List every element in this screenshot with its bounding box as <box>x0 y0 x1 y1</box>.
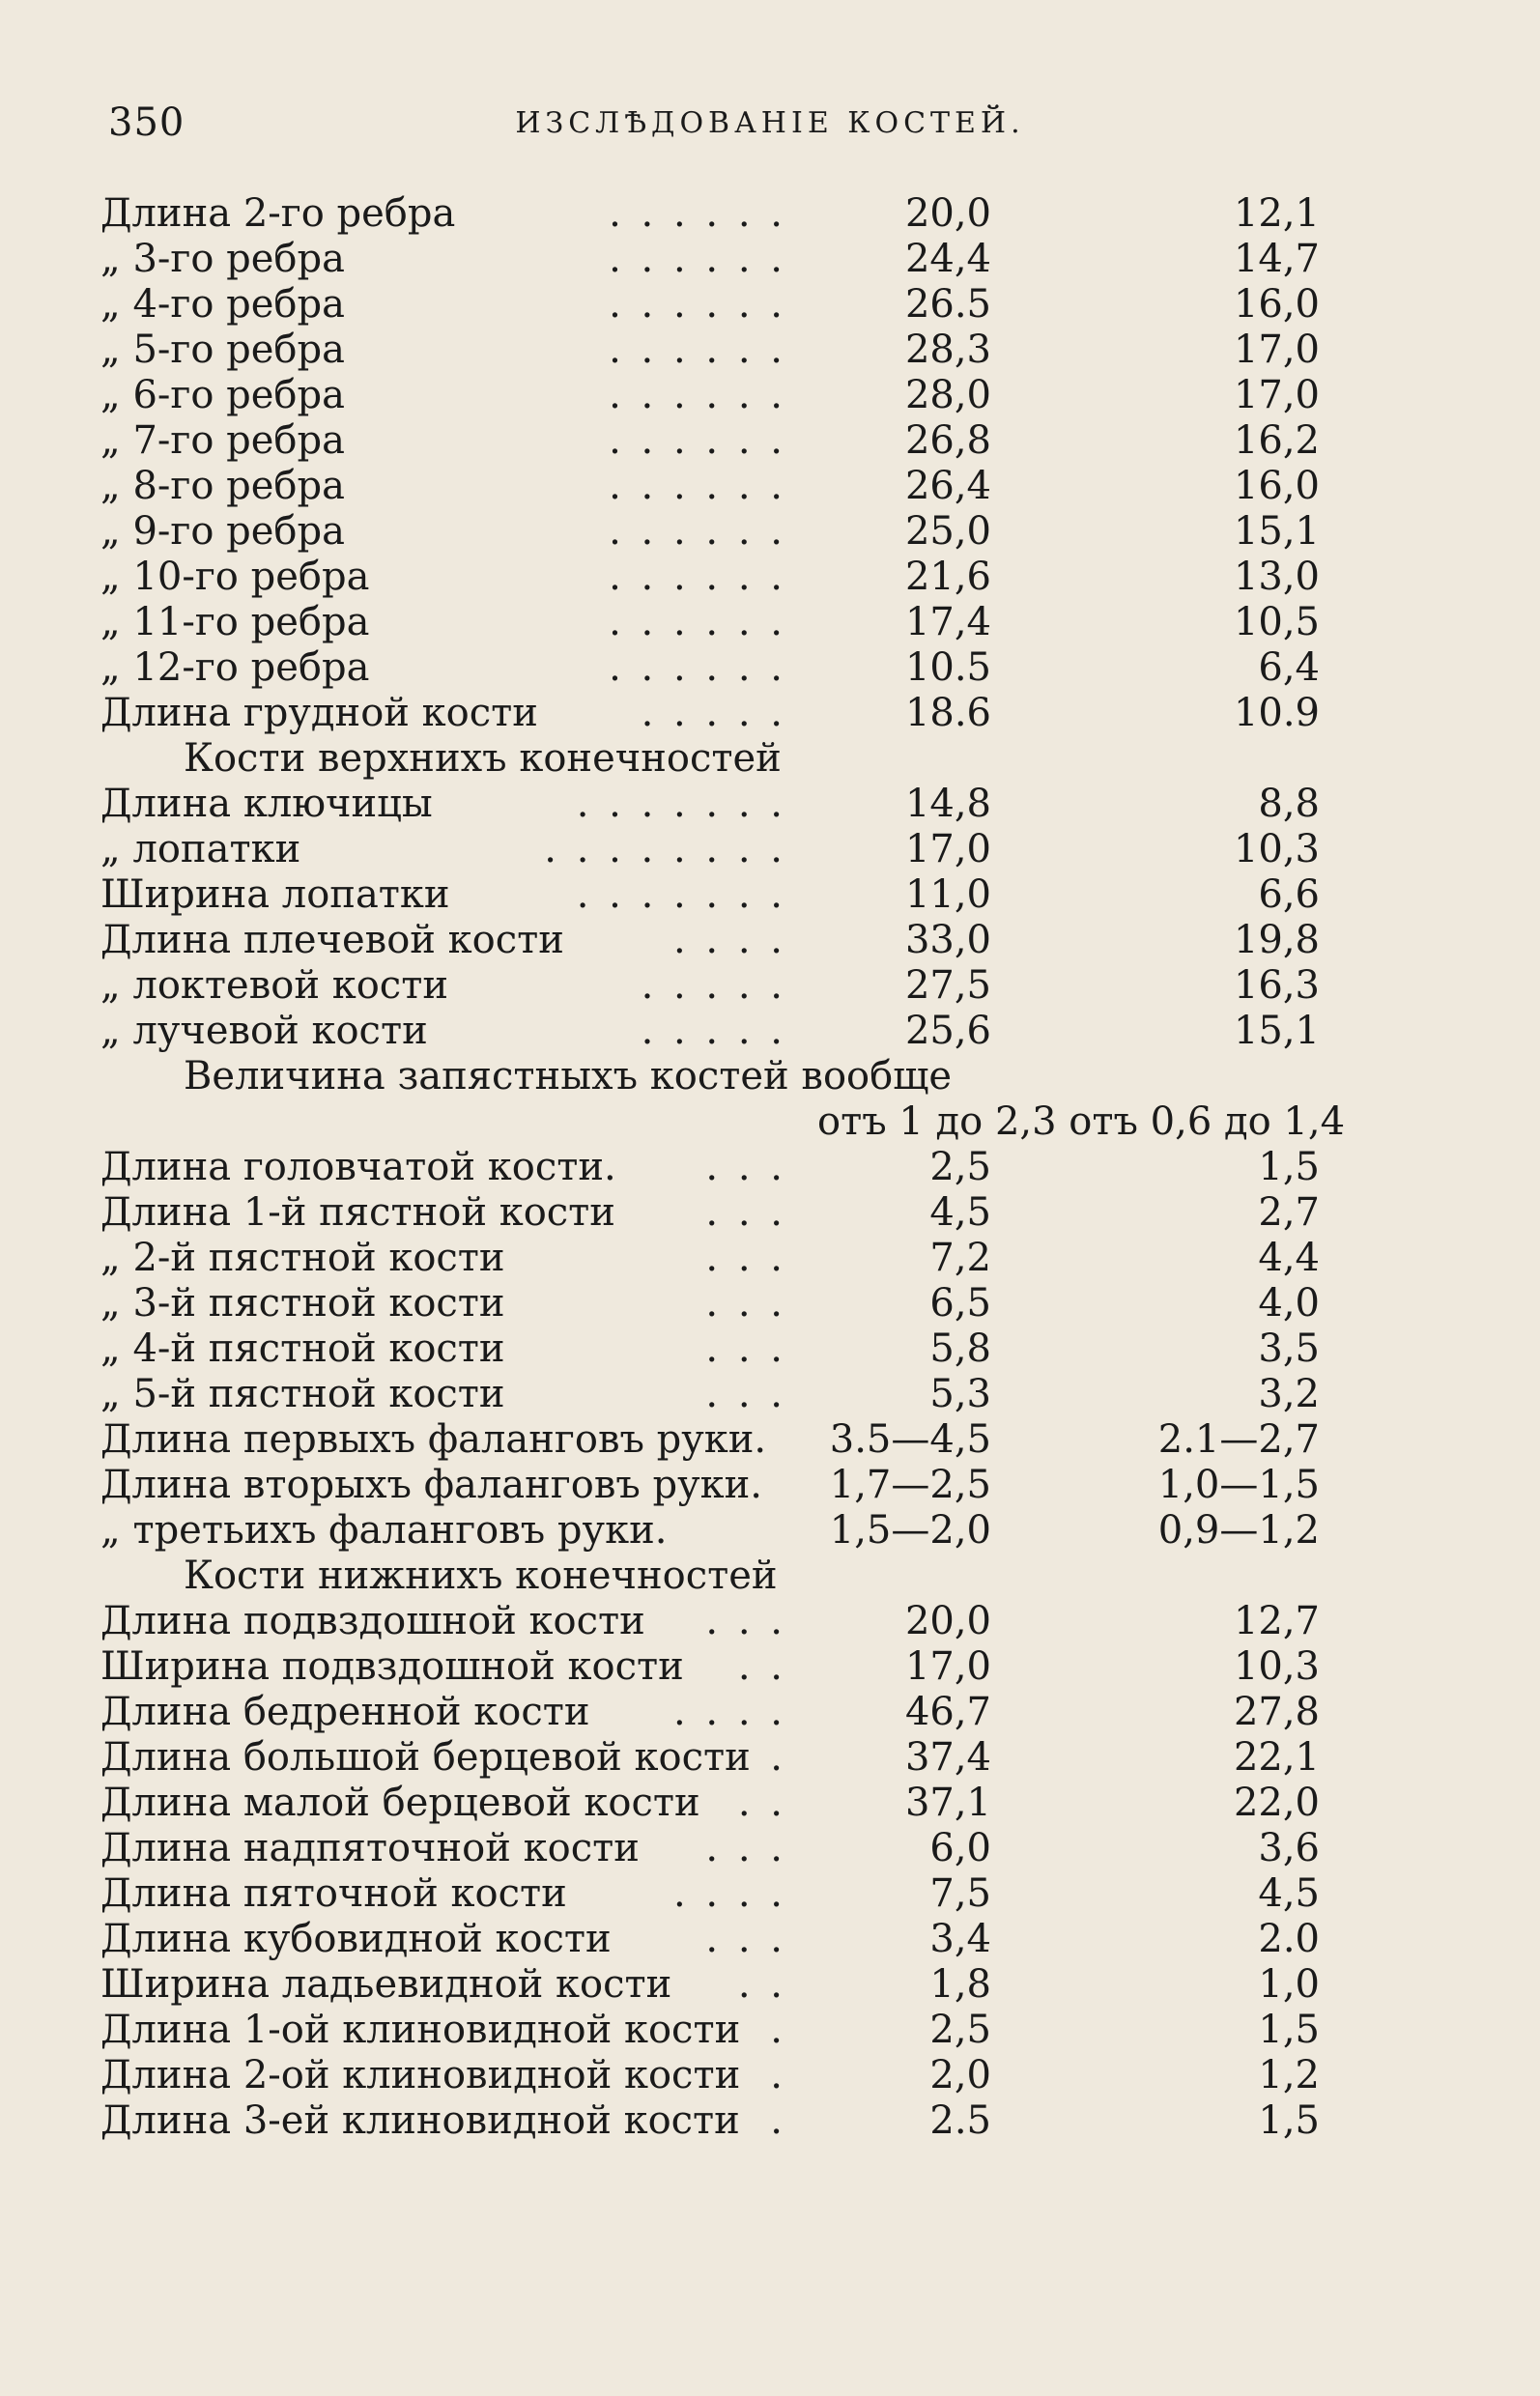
table-row <box>0 1508 1540 1554</box>
table-row <box>0 464 1540 509</box>
value-col-1: 14,8 <box>904 782 991 826</box>
row-label: „ 4-й пястной кости <box>100 1326 505 1371</box>
table-row <box>0 1372 1540 1417</box>
value-col-1: 7,2 <box>929 1236 991 1280</box>
value-col-1: 5,8 <box>929 1326 991 1371</box>
value-col-2: 1,5 <box>1258 1145 1320 1189</box>
row-label: „ 3-го ребра <box>100 237 345 281</box>
table-row <box>0 1463 1540 1508</box>
row-label: Ширина ладьевидной кости <box>100 1962 672 2007</box>
row-label: „ лопатки <box>100 827 301 871</box>
row-label: „ 12-го ребра <box>100 645 370 690</box>
table-row <box>0 1962 1540 2008</box>
value-col-2: 1,5 <box>1258 2098 1320 2143</box>
table-row <box>0 1735 1540 1781</box>
value-col-1: 2,5 <box>929 1145 991 1189</box>
value-col-2: 16,3 <box>1233 963 1320 1008</box>
table-row <box>0 827 1540 872</box>
row-label: „ 11-го ребра <box>100 600 370 644</box>
table-row <box>0 1417 1540 1463</box>
section-heading <box>0 1054 1540 1099</box>
value-col-2: 2.1—2,7 <box>1157 1417 1320 1462</box>
dot-leader: . . . . . . <box>609 509 786 554</box>
table-row <box>0 872 1540 918</box>
value-col-1: 18.6 <box>904 691 991 735</box>
table-row <box>0 918 1540 963</box>
value-col-1: 33,0 <box>904 918 991 962</box>
value-col-2: 16,0 <box>1233 464 1320 508</box>
table-row <box>0 2053 1540 2098</box>
table-row <box>0 418 1540 464</box>
value-col-1: 26,4 <box>904 464 991 508</box>
value-col-2: 4,0 <box>1258 1281 1320 1326</box>
table-row <box>0 963 1540 1009</box>
dot-leader: . . . . <box>672 918 786 962</box>
value-col-2: 2,7 <box>1258 1190 1320 1235</box>
dot-leader: . . <box>737 1962 786 2007</box>
dot-leader: . . <box>737 1644 786 1689</box>
value-col-2: 6,6 <box>1258 872 1320 917</box>
table-row <box>0 237 1540 282</box>
section-title: Кости нижнихъ конечностей <box>184 1554 778 1598</box>
value-col-2: 1,2 <box>1258 2053 1320 2097</box>
table-row <box>0 1190 1540 1236</box>
value-col-1: 4,5 <box>929 1190 991 1235</box>
value-col-2: 6,4 <box>1258 645 1320 690</box>
table-row <box>0 509 1540 555</box>
value-col-1: 28,0 <box>904 373 991 417</box>
row-label: Длина подвздошной кости <box>100 1599 645 1643</box>
value-col-2: 22,0 <box>1233 1781 1320 1825</box>
value-col-1: 3.5—4,5 <box>829 1417 991 1462</box>
table-row <box>0 1644 1540 1690</box>
value-col-1: 10.5 <box>904 645 991 690</box>
value-col-2: 4,4 <box>1258 1236 1320 1280</box>
table-row <box>0 1690 1540 1735</box>
row-label: „ 5-й пястной кости <box>100 1372 505 1416</box>
value-col-1: 37,4 <box>904 1735 991 1780</box>
row-label: Длина 2-ой клиновидной кости <box>100 2053 741 2097</box>
value-col-2: 15,1 <box>1233 1009 1320 1053</box>
value-col-1: 20,0 <box>904 1599 991 1643</box>
value-col-2: 22,1 <box>1233 1735 1320 1780</box>
value-col-1: 7,5 <box>929 1871 991 1916</box>
dot-leader: . . . . . . <box>609 328 786 372</box>
dot-leader: . . . . . . <box>609 237 786 281</box>
row-label: „ 9-го ребра <box>100 509 345 554</box>
dot-leader: . <box>770 2053 786 2097</box>
row-label: „ 2-й пястной кости <box>100 1236 505 1280</box>
value-col-2: 27,8 <box>1233 1690 1320 1734</box>
dot-leader: . . . <box>705 1190 786 1235</box>
table-row <box>0 1871 1540 1917</box>
row-label: „ лучевой кости <box>100 1009 428 1053</box>
table-row <box>0 1009 1540 1054</box>
row-label: Длина 1-ой клиновидной кости <box>100 2008 741 2052</box>
table-row <box>0 555 1540 600</box>
table-row <box>0 691 1540 736</box>
table-row <box>0 328 1540 373</box>
dot-leader: . <box>770 2008 786 2052</box>
row-label: „ 10-го ребра <box>100 555 370 599</box>
table-row <box>0 1917 1540 1962</box>
value-col-1: 2,5 <box>929 2008 991 2052</box>
dot-leader: . . . . . . <box>609 191 786 236</box>
table-row <box>0 2008 1540 2053</box>
row-label: „ локтевой кости <box>100 963 448 1008</box>
table-row <box>0 1826 1540 1871</box>
table-row <box>0 1599 1540 1644</box>
value-col-2: 3,5 <box>1258 1326 1320 1371</box>
value-col-2: 17,0 <box>1233 373 1320 417</box>
value-col-1: 26,8 <box>904 418 991 463</box>
value-col-2: 1,0—1,5 <box>1157 1463 1320 1507</box>
row-label: Длина вторыхъ фаланговъ руки. <box>100 1463 763 1507</box>
value-col-1: 11,0 <box>904 872 991 917</box>
value-col-2: 10.9 <box>1233 691 1320 735</box>
dot-leader: . . . . . <box>641 1009 786 1053</box>
row-label: Ширина лопатки <box>100 872 450 917</box>
row-label: Длина ключицы <box>100 782 433 826</box>
dot-leader: . <box>770 2098 786 2143</box>
value-col-1: 28,3 <box>904 328 991 372</box>
row-label: Длина головчатой кости. <box>100 1145 616 1189</box>
value-col-2: 10,5 <box>1233 600 1320 644</box>
dot-leader: . . . . . . . <box>576 872 786 917</box>
value-col-2: 13,0 <box>1233 555 1320 599</box>
row-label: Длина 1-й пястной кости <box>100 1190 615 1235</box>
row-label: „ 3-й пястной кости <box>100 1281 505 1326</box>
page-number: 350 <box>108 100 185 145</box>
value-col-2: 12,1 <box>1233 191 1320 236</box>
section-heading <box>0 1554 1540 1599</box>
value-col-1: 25,6 <box>904 1009 991 1053</box>
value-col-2: 19,8 <box>1233 918 1320 962</box>
value-col-1: 1,5—2,0 <box>829 1508 991 1553</box>
value-col-2: 8,8 <box>1258 782 1320 826</box>
row-label: Длина первыхъ фаланговъ руки. <box>100 1417 767 1462</box>
dot-leader: . . . <box>705 1372 786 1416</box>
value-col-1: 27,5 <box>904 963 991 1008</box>
value-col-2: 1,0 <box>1258 1962 1320 2007</box>
dot-leader: . . . <box>705 1326 786 1371</box>
table-row <box>0 191 1540 237</box>
section-title: Кости верхнихъ конечностей <box>184 736 782 781</box>
value-col-1: 2.5 <box>929 2098 991 2143</box>
value-col-2: 1,5 <box>1258 2008 1320 2052</box>
row-label: Длина большой берцевой кости <box>100 1735 751 1780</box>
dot-leader: . . . . . . . <box>576 782 786 826</box>
value-col-1: 3,4 <box>929 1917 991 1961</box>
value-col-1: 6,0 <box>929 1826 991 1870</box>
value-col-1: 46,7 <box>904 1690 991 1734</box>
value-col-1: 21,6 <box>904 555 991 599</box>
row-label: Длина грудной кости <box>100 691 538 735</box>
row-label: Длина бедренной кости <box>100 1690 590 1734</box>
dot-leader: . . . . . . <box>609 373 786 417</box>
table-row <box>0 1781 1540 1826</box>
section-title: Величина запястныхъ костей вообще <box>184 1054 953 1098</box>
value-col-1: 25,0 <box>904 509 991 554</box>
row-label: Длина кубовидной кости <box>100 1917 612 1961</box>
value-col-2: 3,2 <box>1258 1372 1320 1416</box>
value-col-1: 17,0 <box>904 1644 991 1689</box>
dot-leader: . . . . . . <box>609 418 786 463</box>
dot-leader: . . . . . . <box>609 555 786 599</box>
row-label: „ 4-го ребра <box>100 282 345 327</box>
value-col-2: 4,5 <box>1258 1871 1320 1916</box>
value-col-1: 24,4 <box>904 237 991 281</box>
range-row <box>0 1099 1540 1145</box>
value-col-2: 3,6 <box>1258 1826 1320 1870</box>
dot-leader: . . . . . . <box>609 600 786 644</box>
table-row <box>0 1236 1540 1281</box>
dot-leader: . . . <box>705 1236 786 1280</box>
row-label: Длина 3-ей клиновидной кости <box>100 2098 740 2143</box>
value-col-2: 15,1 <box>1233 509 1320 554</box>
row-label: „ 8-го ребра <box>100 464 345 508</box>
value-col-1: 20,0 <box>904 191 991 236</box>
measurement-table <box>0 191 1540 2144</box>
running-header: ИЗСЛѢДОВАНІЕ КОСТЕЙ. <box>515 106 1025 140</box>
value-col-2: 16,2 <box>1233 418 1320 463</box>
dot-leader: . . . <box>705 1145 786 1189</box>
dot-leader: . . . . . . <box>609 282 786 327</box>
row-label: „ 6-го ребра <box>100 373 345 417</box>
table-row <box>0 1281 1540 1326</box>
dot-leader: . . . . <box>672 1690 786 1734</box>
row-label: Длина пяточной кости <box>100 1871 567 1916</box>
table-row <box>0 1326 1540 1372</box>
value-col-2: 17,0 <box>1233 328 1320 372</box>
dot-leader: . . <box>737 1781 786 1825</box>
value-col-1: 17,4 <box>904 600 991 644</box>
table-row <box>0 373 1540 418</box>
dot-leader: . . . . . <box>641 963 786 1008</box>
dot-leader: . . . . . <box>641 691 786 735</box>
table-row <box>0 645 1540 691</box>
table-row <box>0 282 1540 328</box>
value-col-2: 12,7 <box>1233 1599 1320 1643</box>
value-col-1: 17,0 <box>904 827 991 871</box>
value-col-1: 6,5 <box>929 1281 991 1326</box>
row-label: Длина малой берцевой кости <box>100 1781 700 1825</box>
value-col-2: 10,3 <box>1233 1644 1320 1689</box>
row-label: „ 7-го ребра <box>100 418 345 463</box>
row-label: Ширина подвздошной кости <box>100 1644 684 1689</box>
dot-leader: . . . . . . <box>609 645 786 690</box>
value-col-1: 26.5 <box>904 282 991 327</box>
table-row <box>0 782 1540 827</box>
dot-leader: . . . . <box>672 1871 786 1916</box>
value-col-2: 10,3 <box>1233 827 1320 871</box>
dot-leader: . <box>770 1735 786 1780</box>
value-col-1: 37,1 <box>904 1781 991 1825</box>
value-col-2: 0,9—1,2 <box>1157 1508 1320 1553</box>
value-col-2: 14,7 <box>1233 237 1320 281</box>
dot-leader: . . . <box>705 1599 786 1643</box>
dot-leader: . . . <box>705 1826 786 1870</box>
value-col-2: 2.0 <box>1258 1917 1320 1961</box>
row-label: Длина плечевой кости <box>100 918 564 962</box>
section-heading <box>0 736 1540 782</box>
table-row <box>0 2098 1540 2144</box>
dot-leader: . . . <box>705 1281 786 1326</box>
dot-leader: . . . <box>705 1917 786 1961</box>
table-row <box>0 1145 1540 1190</box>
value-col-1: 2,0 <box>929 2053 991 2097</box>
dot-leader: . . . . . . <box>609 464 786 508</box>
row-label: Длина надпяточной кости <box>100 1826 640 1870</box>
row-label: „ третьихъ фаланговъ руки. <box>100 1508 668 1553</box>
row-label: „ 5-го ребра <box>100 328 345 372</box>
value-col-1: 1,7—2,5 <box>829 1463 991 1507</box>
value-col-1: 5,3 <box>929 1372 991 1416</box>
value-col-1: 1,8 <box>929 1962 991 2007</box>
table-row <box>0 600 1540 645</box>
row-label: Длина 2-го ребра <box>100 191 456 236</box>
range-text: отъ 1 до 2,3 отъ 0,6 до 1,4 <box>817 1099 1346 1144</box>
value-col-2: 16,0 <box>1233 282 1320 327</box>
dot-leader: . . . . . . . . <box>544 827 786 871</box>
